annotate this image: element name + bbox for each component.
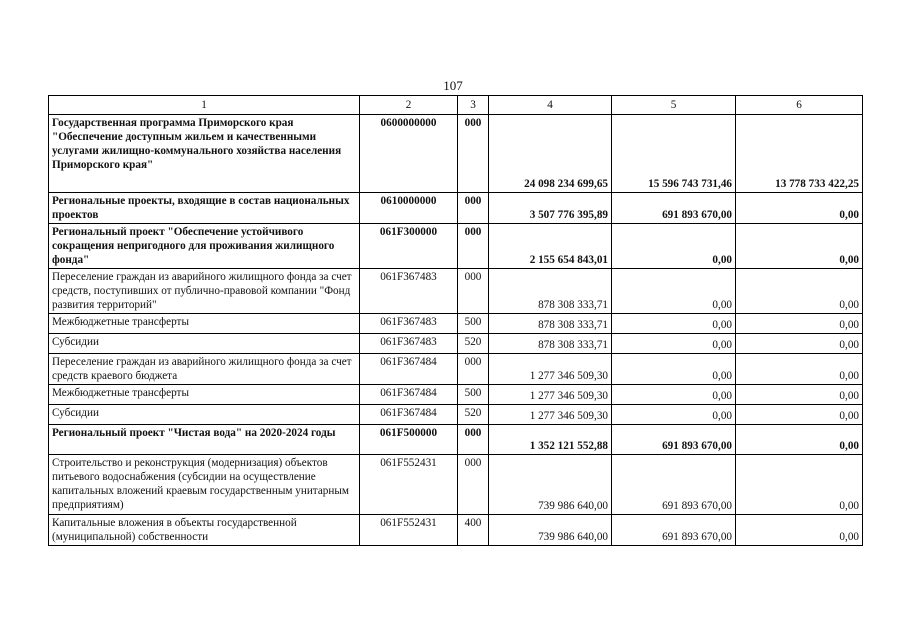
row-value-col6: 0,00 [736,385,863,405]
row-value-col4: 1 277 346 509,30 [489,354,612,385]
row-value-col5: 691 893 670,00 [612,455,736,515]
row-value-col6: 0,00 [736,354,863,385]
table-header-row [49,96,863,115]
row-vr-cell: 000 [458,115,489,193]
row-value-col4: 878 308 333,71 [489,334,612,354]
row-name-cell: Региональный проект "Обеспечение устойчивого сокращения непригодного для проживания жилищного фонда" [49,224,360,269]
row-code-cell: 061F367483 [360,269,458,314]
row-vr-cell: 520 [458,334,489,354]
row-code-cell: 061F552431 [360,515,458,546]
row-value-col4: 24 098 234 699,65 [489,115,612,193]
row-value-col5: 0,00 [612,405,736,425]
row-name-cell: Межбюджетные трансферты [49,385,360,405]
row-value-col4: 739 986 640,00 [489,455,612,515]
table-row [49,193,863,224]
row-vr-cell: 000 [458,354,489,385]
row-value-col4: 2 155 654 843,01 [489,224,612,269]
row-vr-cell: 000 [458,224,489,269]
row-vr-cell: 520 [458,405,489,425]
table-body [49,96,863,546]
row-name-cell: Переселение граждан из аварийного жилищного фонда за счет средств краевого бюджета [49,354,360,385]
row-code-cell: 061F367484 [360,405,458,425]
row-code-cell: 0600000000 [360,115,458,193]
row-name-cell: Строительство и реконструкция (модернизация) объектов питьевого водоснабжения (субсидии на осуществление капитальных вложений краевым государственным унитарным предприятиям) [49,455,360,515]
row-value-col6: 0,00 [736,193,863,224]
row-value-col5: 15 596 743 731,46 [612,115,736,193]
row-value-col6: 0,00 [736,405,863,425]
row-name-cell: Субсидии [49,405,360,425]
row-value-col6: 13 778 733 422,25 [736,115,863,193]
row-vr-cell: 000 [458,193,489,224]
row-value-col5: 0,00 [612,385,736,405]
column-header: 1 [49,96,360,115]
row-code-cell: 061F367483 [360,314,458,334]
row-value-col6: 0,00 [736,224,863,269]
table-row [49,354,863,385]
table-row [49,385,863,405]
table-row [49,405,863,425]
table-row [49,115,863,193]
row-value-col5: 0,00 [612,224,736,269]
table-row [49,269,863,314]
row-value-col4: 878 308 333,71 [489,269,612,314]
row-value-col5: 691 893 670,00 [612,193,736,224]
table-row [49,224,863,269]
row-value-col6: 0,00 [736,515,863,546]
row-name-cell: Межбюджетные трансферты [49,314,360,334]
row-value-col5: 0,00 [612,354,736,385]
page-number: 107 [443,78,463,93]
row-code-cell: 061F367483 [360,334,458,354]
row-value-col4: 1 352 121 552,88 [489,425,612,455]
row-vr-cell: 500 [458,314,489,334]
row-value-col6: 0,00 [736,455,863,515]
row-value-col5: 0,00 [612,314,736,334]
column-header: 2 [360,96,458,115]
row-value-col6: 0,00 [736,314,863,334]
table-row [49,334,863,354]
table-row [49,515,863,546]
row-value-col4: 878 308 333,71 [489,314,612,334]
row-code-cell: 061F500000 [360,425,458,455]
row-code-cell: 0610000000 [360,193,458,224]
row-value-col5: 691 893 670,00 [612,515,736,546]
column-header: 4 [489,96,612,115]
row-value-col5: 691 893 670,00 [612,425,736,455]
row-name-cell: Переселение граждан из аварийного жилищного фонда за счет средств, поступивших от публично-правовой компании "Фонд развития территорий" [49,269,360,314]
row-vr-cell: 400 [458,515,489,546]
row-value-col4: 3 507 776 395,89 [489,193,612,224]
column-header: 6 [736,96,863,115]
row-vr-cell: 000 [458,269,489,314]
table-row [49,425,863,455]
row-vr-cell: 000 [458,425,489,455]
row-value-col6: 0,00 [736,425,863,455]
row-name-cell: Государственная программа Приморского края "Обеспечение доступным жильем и качественными услугами жилищно-коммунального хозяйства населения Приморского края" [49,115,360,193]
row-code-cell: 061F552431 [360,455,458,515]
column-header: 5 [612,96,736,115]
row-name-cell: Региональный проект "Чистая вода" на 2020-2024 годы [49,425,360,455]
row-value-col4: 1 277 346 509,30 [489,385,612,405]
row-name-cell: Капитальные вложения в объекты государственной (муниципальной) собственности [49,515,360,546]
row-name-cell: Субсидии [49,334,360,354]
budget-table [48,95,863,546]
row-value-col6: 0,00 [736,269,863,314]
row-value-col4: 739 986 640,00 [489,515,612,546]
row-code-cell: 061F367484 [360,385,458,405]
row-vr-cell: 000 [458,455,489,515]
table-row [49,455,863,515]
row-name-cell: Региональные проекты, входящие в состав национальных проектов [49,193,360,224]
row-value-col5: 0,00 [612,269,736,314]
row-value-col5: 0,00 [612,334,736,354]
row-vr-cell: 500 [458,385,489,405]
row-code-cell: 061F367484 [360,354,458,385]
row-code-cell: 061F300000 [360,224,458,269]
column-header: 3 [458,96,489,115]
row-value-col6: 0,00 [736,334,863,354]
row-value-col4: 1 277 346 509,30 [489,405,612,425]
table-row [49,314,863,334]
